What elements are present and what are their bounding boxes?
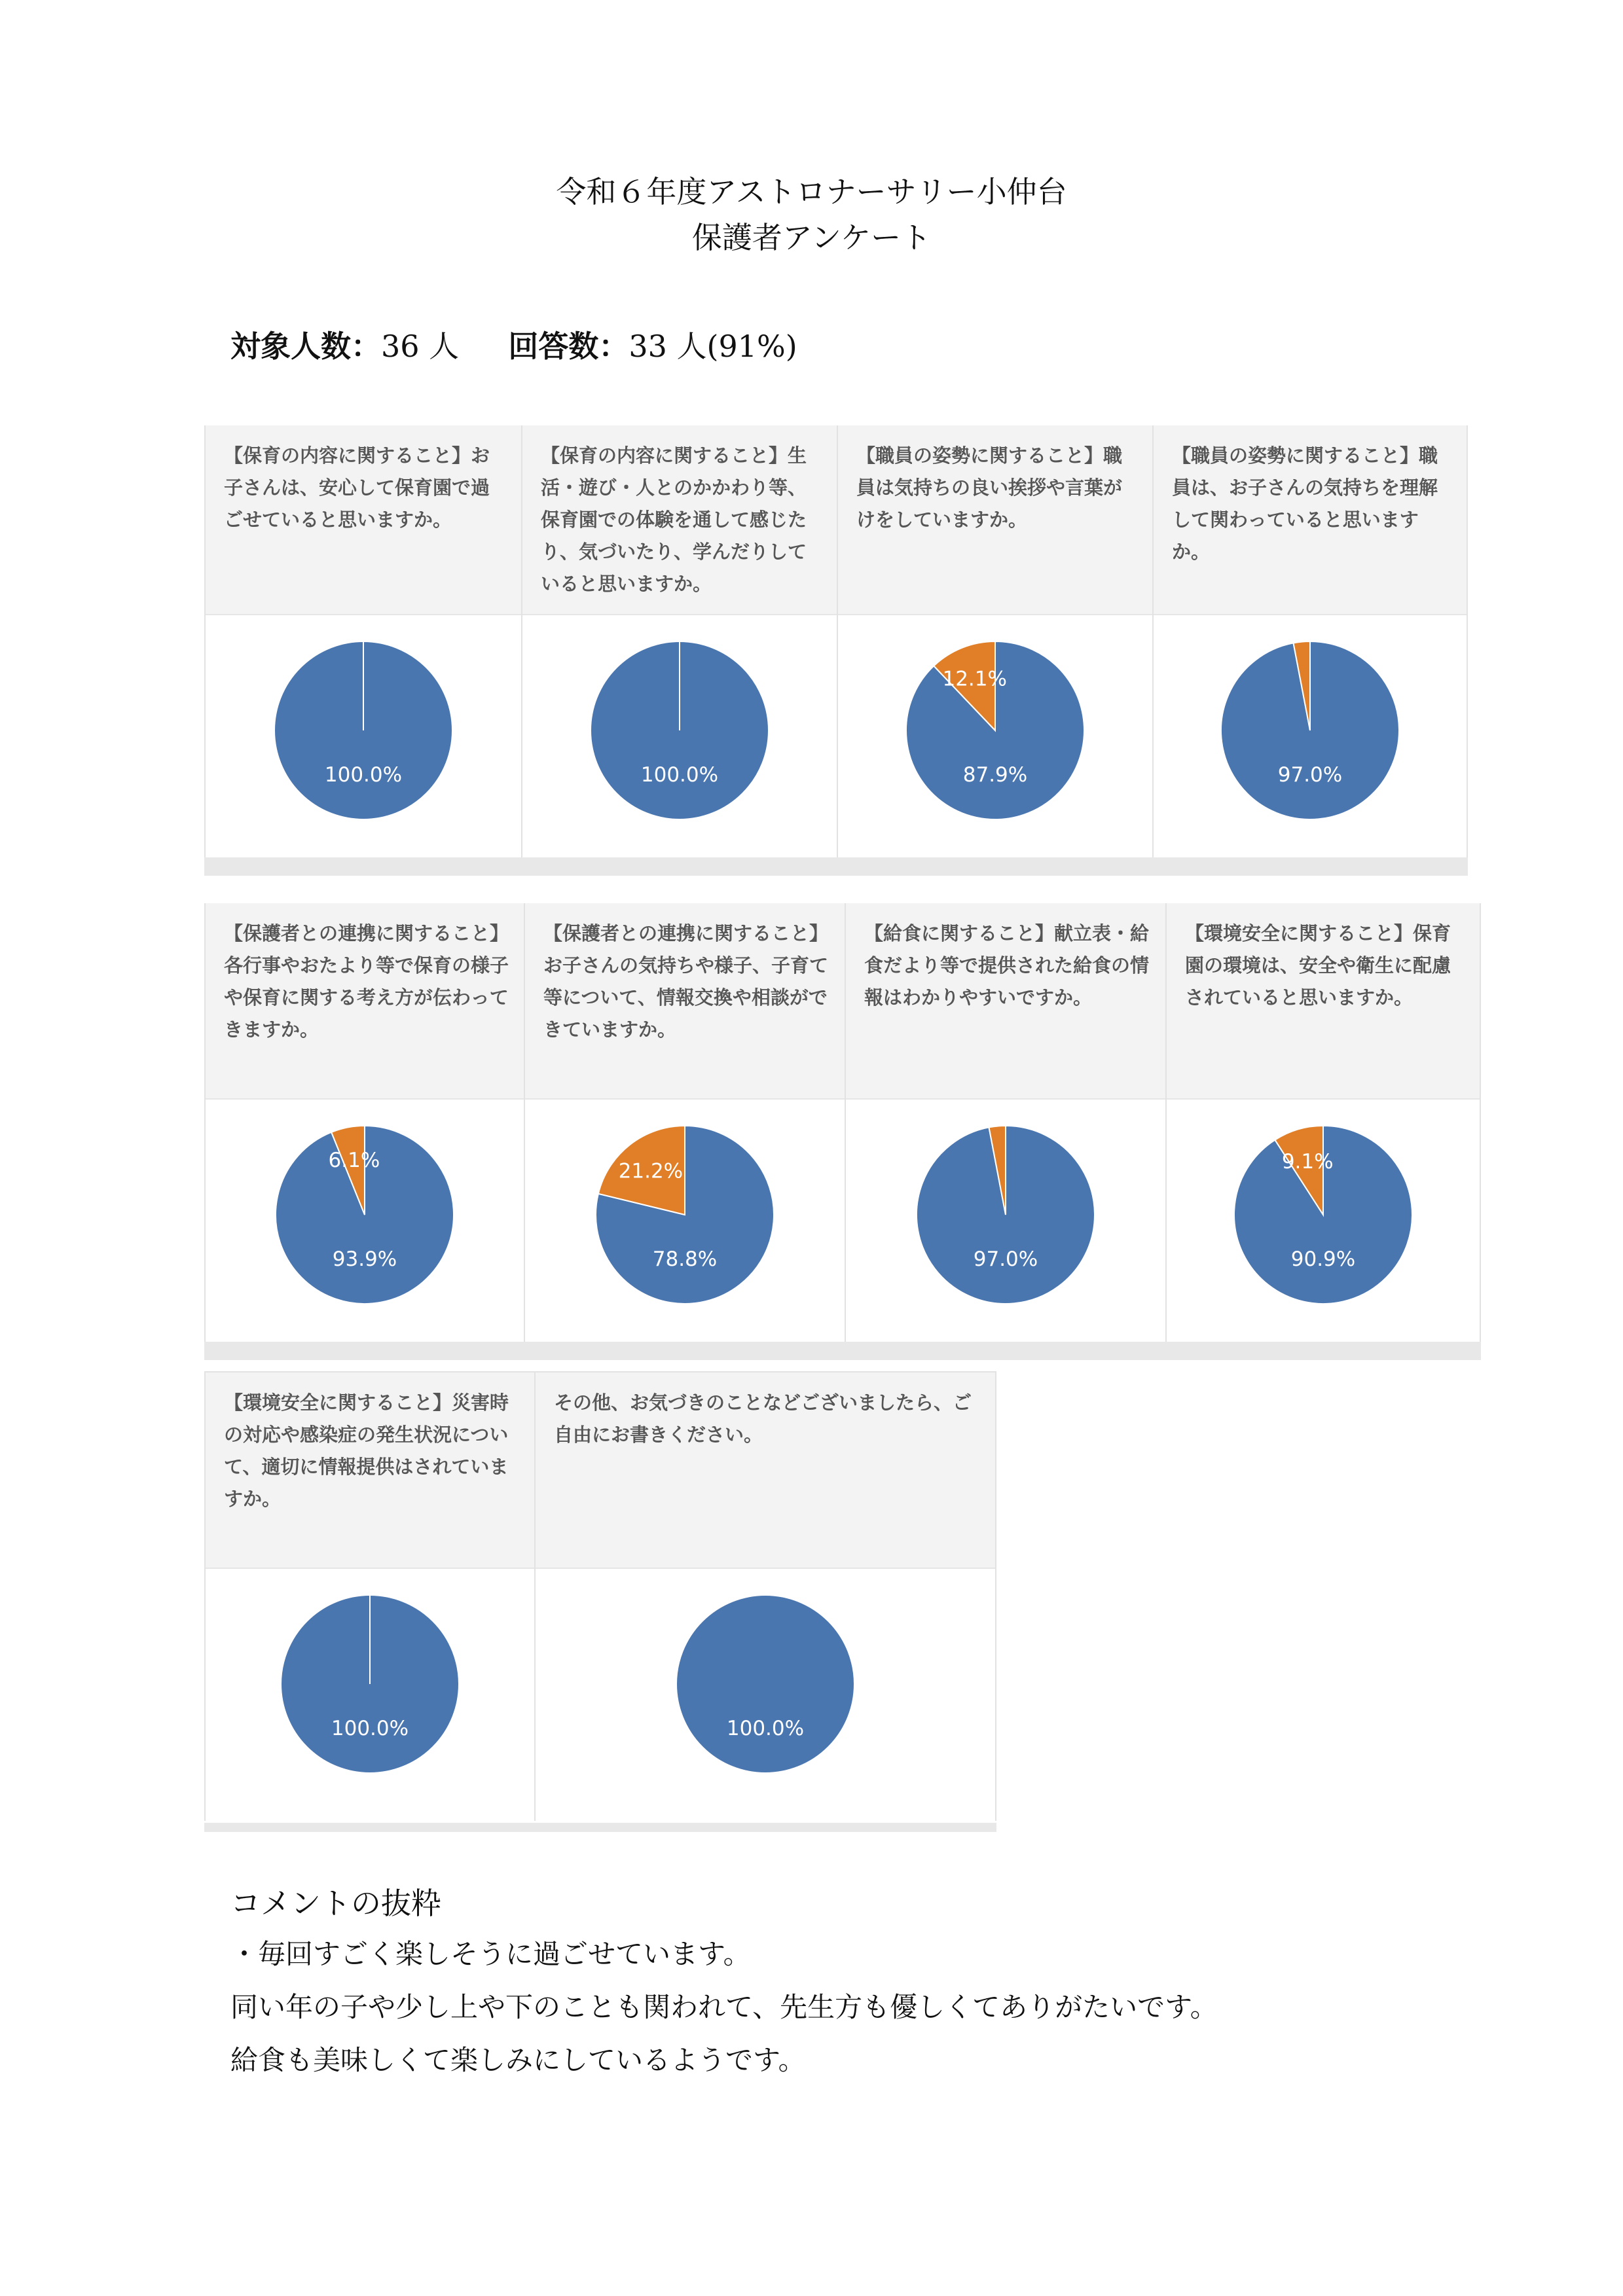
pie-chart bbox=[1154, 615, 1467, 857]
pie-label: 100.0% bbox=[726, 1717, 805, 1740]
question-card bbox=[204, 903, 525, 1342]
pie-slice-main bbox=[676, 1595, 854, 1773]
question-text: 【保育の内容に関すること】生活・遊び・人とのかかわり等、保育園での体験を通して感じたり、気づいたり、学んだりしていると思いますか。 bbox=[522, 425, 837, 615]
pie-chart bbox=[522, 615, 837, 857]
question-card bbox=[204, 1371, 536, 1821]
question-card bbox=[846, 903, 1167, 1342]
question-card bbox=[1167, 903, 1481, 1342]
pie-label: 100.0% bbox=[640, 763, 719, 787]
question-text: 【職員の姿勢に関すること】職員は、お子さんの気持ちを理解して関わっていると思いますか。 bbox=[1154, 425, 1467, 615]
comments-heading: コメントの抜粋 bbox=[230, 1886, 441, 1921]
answer-count-value: 33 人(91%) bbox=[629, 329, 797, 364]
pie-svg bbox=[206, 615, 521, 857]
pie-svg bbox=[206, 1100, 524, 1342]
comments-section bbox=[230, 1888, 1218, 2100]
question-card bbox=[838, 425, 1154, 857]
pie-label: 93.9% bbox=[332, 1247, 397, 1271]
pie-label: 97.0% bbox=[973, 1247, 1038, 1271]
question-block-2 bbox=[204, 903, 1481, 1361]
pie-label: 100.0% bbox=[331, 1717, 409, 1740]
pie-chart bbox=[536, 1569, 995, 1821]
pie-label: 97.0% bbox=[1277, 763, 1343, 787]
question-text: 【保護者との連携に関すること】各行事やおたより等で保育の様子や保育に関する考え方が伝わってきますか。 bbox=[206, 903, 524, 1100]
question-card bbox=[1154, 425, 1468, 857]
comment-line: ・毎回すごく楽しそうに過ごせています。 bbox=[230, 1938, 751, 1970]
pie-chart bbox=[206, 615, 521, 857]
page-title-line1: 令和６年度アストロナーサリー小仲台 bbox=[556, 174, 1067, 209]
pie-label: 9.1% bbox=[1281, 1150, 1334, 1174]
pie-svg bbox=[525, 1100, 845, 1342]
block-divider bbox=[204, 1823, 996, 1832]
response-summary bbox=[230, 323, 797, 366]
pie-label: 100.0% bbox=[324, 763, 403, 787]
pie-label: 90.9% bbox=[1290, 1247, 1356, 1271]
question-card bbox=[204, 425, 522, 857]
question-text: 【環境安全に関すること】災害時の対応や感染症の発生状況について、適切に情報提供はされていますか。 bbox=[206, 1372, 534, 1569]
question-text: 【環境安全に関すること】保育園の環境は、安全や衛生に配慮されていると思いますか。 bbox=[1167, 903, 1480, 1100]
target-count-label: 対象人数： bbox=[230, 329, 381, 364]
pie-label: 6.1% bbox=[328, 1149, 380, 1173]
question-card bbox=[525, 903, 846, 1342]
question-block-3 bbox=[204, 1371, 996, 1836]
pie-chart bbox=[846, 1100, 1165, 1342]
question-text: 【保護者との連携に関すること】お子さんの気持ちや様子、子育て等について、情報交換や相談ができていますか。 bbox=[525, 903, 845, 1100]
pie-svg bbox=[838, 615, 1152, 857]
pie-label: 78.8% bbox=[652, 1247, 718, 1271]
page-title-line2: 保護者アンケート bbox=[691, 220, 932, 255]
pie-svg bbox=[1167, 1100, 1480, 1342]
question-text: 【保育の内容に関すること】お子さんは、安心して保育園で過ごせていると思いますか。 bbox=[206, 425, 521, 615]
pie-svg bbox=[536, 1569, 995, 1821]
pie-chart bbox=[206, 1569, 534, 1821]
pie-svg bbox=[846, 1100, 1165, 1342]
question-text: 【給食に関すること】献立表・給食だより等で提供された給食の情報はわかりやすいですか。 bbox=[846, 903, 1165, 1100]
question-card bbox=[522, 425, 838, 857]
pie-chart bbox=[1167, 1100, 1480, 1342]
pie-chart bbox=[525, 1100, 845, 1342]
answer-count-label: 回答数： bbox=[508, 329, 629, 364]
question-text: 【職員の姿勢に関すること】職員は気持ちの良い挨拶や言葉がけをしていますか。 bbox=[838, 425, 1152, 615]
pie-svg bbox=[522, 615, 837, 857]
pie-svg bbox=[206, 1569, 534, 1821]
pie-label: 12.1% bbox=[942, 667, 1007, 691]
question-card bbox=[536, 1371, 996, 1821]
block-divider bbox=[204, 857, 1468, 876]
question-block-1 bbox=[204, 425, 1468, 877]
comment-line: 同い年の子や少し上や下のことも関われて、先生方も優しくてありがたいです。 bbox=[230, 1991, 1218, 2023]
pie-chart bbox=[838, 615, 1152, 857]
block-divider bbox=[204, 1342, 1481, 1360]
question-text: その他、お気づきのことなどございましたら、ご自由にお書きください。 bbox=[536, 1372, 995, 1569]
pie-label: 21.2% bbox=[618, 1159, 684, 1183]
comment-line: 給食も美味しくて楽しみにしているようです。 bbox=[230, 2044, 806, 2076]
pie-svg bbox=[1154, 615, 1467, 857]
pie-chart bbox=[206, 1100, 524, 1342]
pie-label: 87.9% bbox=[962, 763, 1028, 787]
target-count-value: 36 人 bbox=[381, 329, 460, 364]
